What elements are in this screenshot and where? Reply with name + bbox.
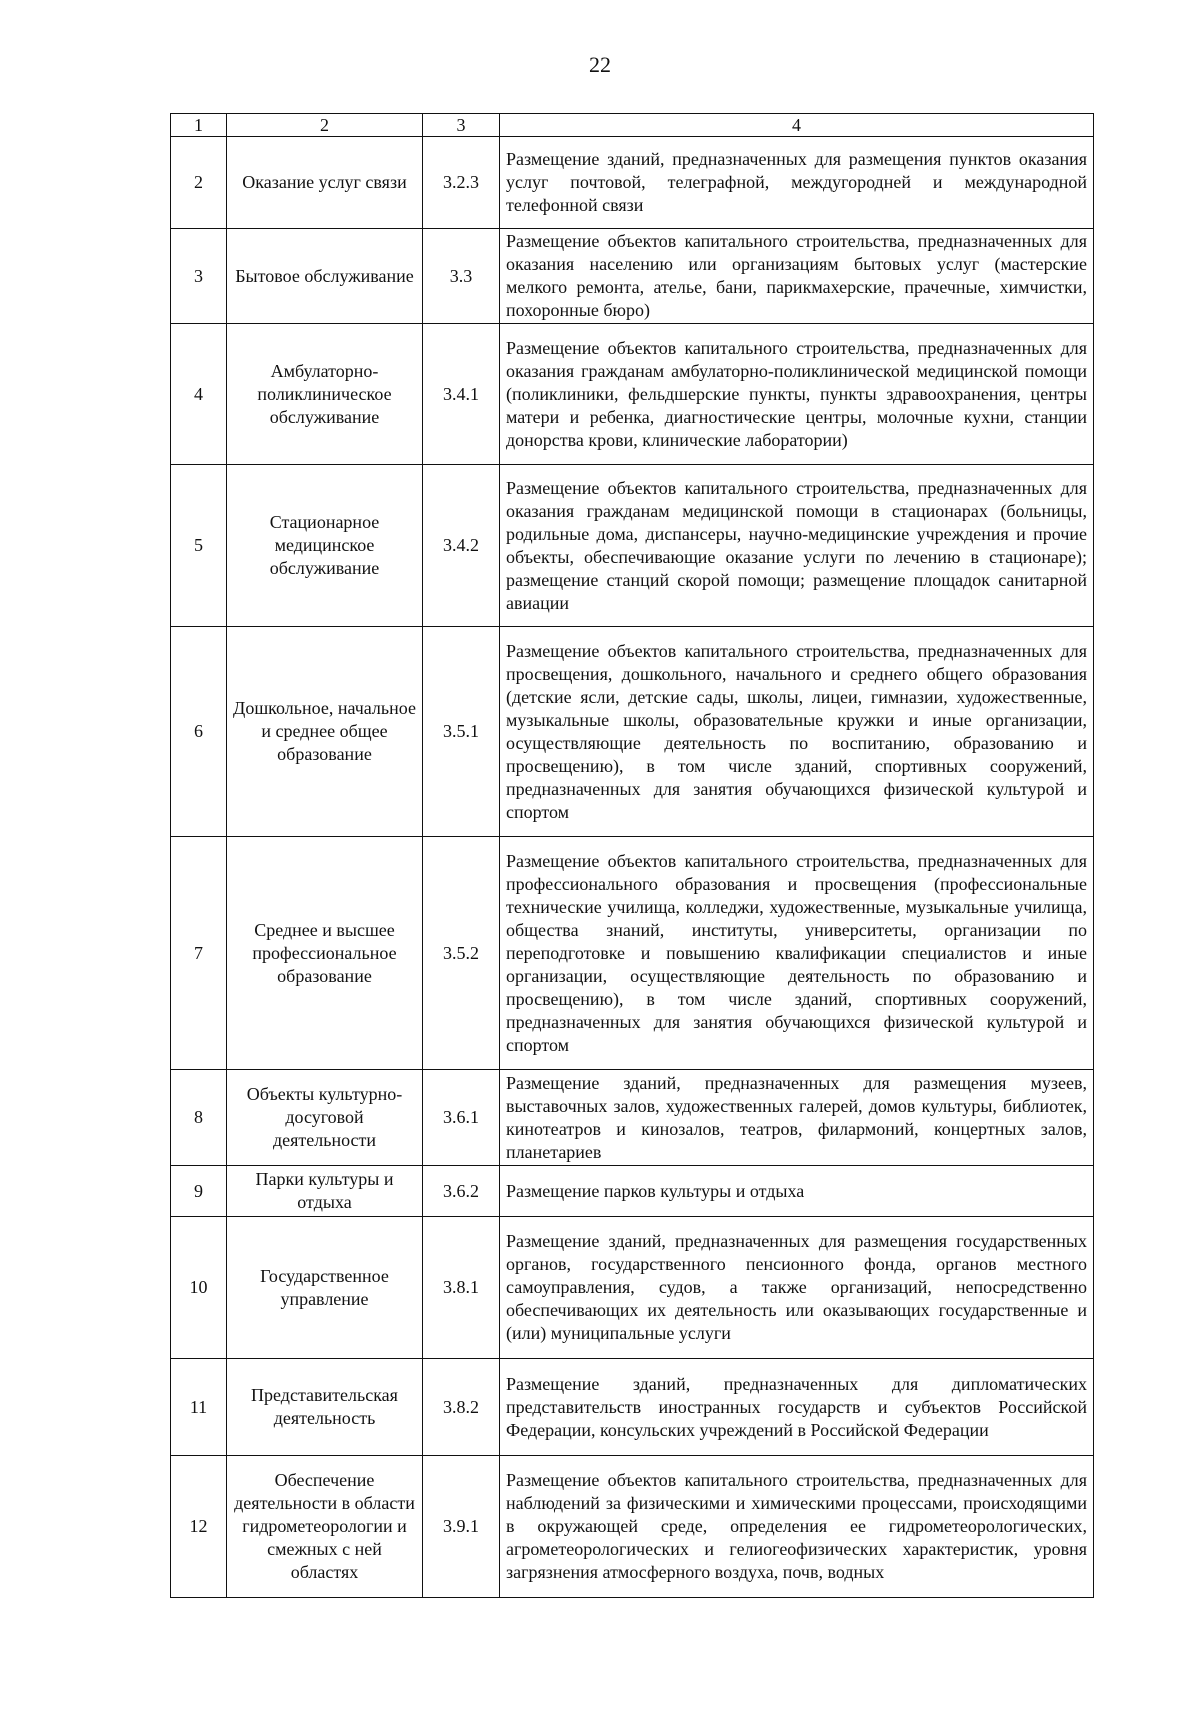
row-code: 3.9.1 <box>423 1456 500 1598</box>
row-name: Государственное управление <box>227 1217 423 1359</box>
table-row <box>171 137 1094 229</box>
row-code: 3.2.3 <box>423 137 500 229</box>
row-description: Размещение зданий, предназначенных для размещения государственных органов, государственного пенсионного фонда, органов местного самоуправления, судов, а также организаций, непосредственно обеспечивающих их деятельность или оказывающих государственные и (или) муниципальные услуги <box>500 1217 1094 1359</box>
row-code: 3.4.2 <box>423 465 500 627</box>
row-name: Амбулаторно-поликлиническое обслуживание <box>227 324 423 465</box>
row-code: 3.3 <box>423 229 500 324</box>
row-name: Парки культуры и отдыха <box>227 1166 423 1217</box>
table-row <box>171 837 1094 1070</box>
row-number: 10 <box>171 1217 227 1359</box>
table-row <box>171 324 1094 465</box>
row-code: 3.4.1 <box>423 324 500 465</box>
row-name: Представительская деятельность <box>227 1359 423 1456</box>
row-description: Размещение зданий, предназначенных для размещения пунктов оказания услуг почтовой, телеграфной, междугородней и международной телефонной связи <box>500 137 1094 229</box>
table-row <box>171 229 1094 324</box>
table-row <box>171 627 1094 837</box>
page-number: 22 <box>589 52 611 77</box>
row-description: Размещение объектов капитального строительства, предназначенных для наблюдений за физическими и химическими процессами, происходящими в окружающей среде, определения ее гидрометеорологических, агрометеорологических и гелиогеофизических характеристик, уровня загрязнения атмосферного воздуха, почв, водных <box>500 1456 1094 1598</box>
table-row <box>171 1456 1094 1598</box>
row-number: 2 <box>171 137 227 229</box>
row-name: Обеспечение деятельности в области гидрометеорологии и смежных с ней областях <box>227 1456 423 1598</box>
row-number: 12 <box>171 1456 227 1598</box>
row-name: Бытовое обслуживание <box>227 229 423 324</box>
table-row <box>171 1166 1094 1217</box>
row-code: 3.8.1 <box>423 1217 500 1359</box>
row-number: 11 <box>171 1359 227 1456</box>
table-row <box>171 1070 1094 1166</box>
row-name: Объекты культурно-досуговой деятельности <box>227 1070 423 1166</box>
row-description: Размещение объектов капитального строительства, предназначенных для оказания населению или организациям бытовых услуг (мастерские мелкого ремонта, ателье, бани, парикмахерские, прачечные, химчистки, похоронные бюро) <box>500 229 1094 324</box>
row-code: 3.8.2 <box>423 1359 500 1456</box>
table-row <box>171 1217 1094 1359</box>
land-use-table <box>170 113 1094 1598</box>
row-number: 5 <box>171 465 227 627</box>
header-col-4: 4 <box>500 114 1094 137</box>
table-row <box>171 465 1094 627</box>
row-number: 3 <box>171 229 227 324</box>
row-number: 8 <box>171 1070 227 1166</box>
row-name: Стационарное медицинское обслуживание <box>227 465 423 627</box>
row-name: Оказание услуг связи <box>227 137 423 229</box>
header-col-2: 2 <box>227 114 423 137</box>
row-description: Размещение объектов капитального строительства, предназначенных для просвещения, дошкольного, начального и среднего общего образования (детские ясли, детские сады, школы, лицеи, гимназии, художественные, музыкальные школы, образовательные кружки и иные организации, осуществляющие деятельность по воспитанию, образованию и просвещению), в том числе зданий, спортивных сооружений, предназначенных для занятия обучающихся физической культурой и спортом <box>500 627 1094 837</box>
row-description: Размещение зданий, предназначенных для дипломатических представительств иностранных государств и субъектов Российской Федерации, консульских учреждений в Российской Федерации <box>500 1359 1094 1456</box>
row-description: Размещение объектов капитального строительства, предназначенных для профессионального образования и просвещения (профессиональные технические училища, колледжи, художественные, музыкальные училища, общества знаний, институты, университеты, организации по переподготовке и повышению квалификации специалистов и иные организации, осуществляющие деятельность по образованию и просвещению), в том числе зданий, спортивных сооружений, предназначенных для занятия обучающихся физической культурой и спортом <box>500 837 1094 1070</box>
header-col-1: 1 <box>171 114 227 137</box>
row-code: 3.6.2 <box>423 1166 500 1217</box>
table-header-row <box>171 114 1094 137</box>
row-number: 6 <box>171 627 227 837</box>
row-code: 3.5.1 <box>423 627 500 837</box>
table-row <box>171 1359 1094 1456</box>
header-col-3: 3 <box>423 114 500 137</box>
row-name: Среднее и высшее профессиональное образование <box>227 837 423 1070</box>
row-name: Дошкольное, начальное и среднее общее образование <box>227 627 423 837</box>
row-description: Размещение парков культуры и отдыха <box>500 1166 1094 1217</box>
row-number: 9 <box>171 1166 227 1217</box>
row-description: Размещение зданий, предназначенных для размещения музеев, выставочных залов, художественных галерей, домов культуры, библиотек, кинотеатров и кинозалов, театров, филармоний, концертных залов, планетариев <box>500 1070 1094 1166</box>
row-number: 4 <box>171 324 227 465</box>
row-code: 3.5.2 <box>423 837 500 1070</box>
row-number: 7 <box>171 837 227 1070</box>
row-description: Размещение объектов капитального строительства, предназначенных для оказания гражданам медицинской помощи в стационарах (больницы, родильные дома, диспансеры, научно-медицинские учреждения и прочие объекты, обеспечивающие оказание услуги по лечению в стационаре); размещение станций скорой помощи; размещение площадок санитарной авиации <box>500 465 1094 627</box>
row-description: Размещение объектов капитального строительства, предназначенных для оказания гражданам амбулаторно-поликлинической медицинской помощи (поликлиники, фельдшерские пункты, пункты здравоохранения, центры матери и ребенка, диагностические центры, молочные кухни, станции донорства крови, клинические лаборатории) <box>500 324 1094 465</box>
row-code: 3.6.1 <box>423 1070 500 1166</box>
